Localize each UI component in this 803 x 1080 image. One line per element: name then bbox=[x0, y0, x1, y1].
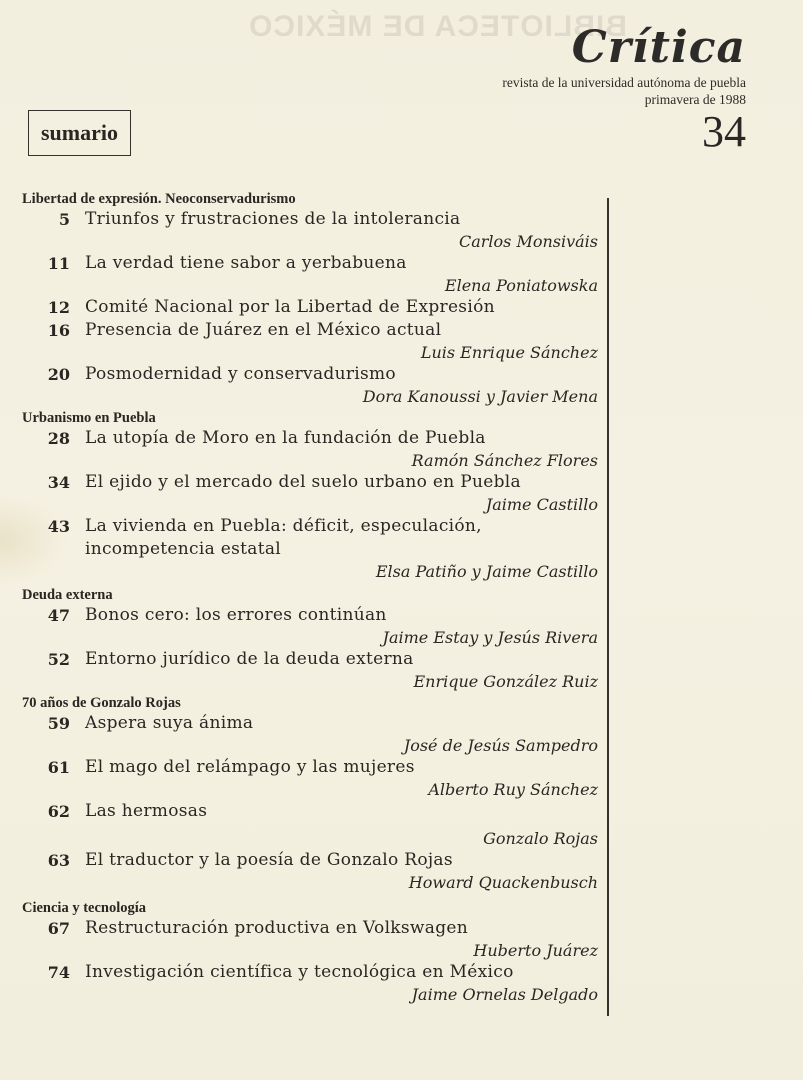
page-number: 12 bbox=[47, 298, 70, 317]
toc-entry[interactable] bbox=[0, 515, 600, 582]
article-author: Jaime Castillo bbox=[485, 495, 598, 514]
article-title: La utopía de Moro en la fundación de Puebla bbox=[85, 428, 486, 448]
table-of-contents bbox=[0, 190, 600, 1005]
toc-entry[interactable] bbox=[0, 849, 600, 893]
article-title: Aspera suya ánima bbox=[85, 713, 254, 733]
toc-entry[interactable] bbox=[0, 252, 600, 296]
toc-entry[interactable] bbox=[0, 296, 600, 319]
article-title: Comité Nacional por la Libertad de Expresión bbox=[85, 297, 495, 317]
article-author: Howard Quackenbusch bbox=[408, 873, 598, 892]
toc-entry[interactable] bbox=[0, 648, 600, 692]
page-number: 52 bbox=[47, 650, 70, 669]
article-title: Presencia de Juárez en el México actual bbox=[85, 320, 442, 340]
article-author: José de Jesús Sampedro bbox=[403, 736, 598, 755]
page-number: 62 bbox=[47, 802, 70, 821]
magazine-subtitle: revista de la universidad autónoma de puebla bbox=[502, 75, 746, 90]
article-author: Jaime Estay y Jesús Rivera bbox=[382, 628, 598, 647]
issue-number: 34 bbox=[702, 107, 746, 156]
article-title: La vivienda en Puebla: déficit, especulación, incompetencia estatal bbox=[85, 516, 482, 559]
toc-entry[interactable] bbox=[0, 712, 600, 756]
article-title: Investigación científica y tecnológica en México bbox=[85, 962, 514, 982]
article-author: Gonzalo Rojas bbox=[483, 829, 598, 848]
toc-entry[interactable] bbox=[0, 363, 600, 407]
sumario-heading: sumario bbox=[28, 110, 131, 156]
column-rule bbox=[607, 198, 609, 1016]
article-title: Las hermosas bbox=[85, 801, 208, 821]
article-title: Posmodernidad y conservadurismo bbox=[85, 364, 396, 384]
article-author: Dora Kanoussi y Javier Mena bbox=[362, 387, 598, 406]
article-author: Ramón Sánchez Flores bbox=[411, 451, 598, 470]
toc-entry[interactable] bbox=[0, 961, 600, 1005]
section-heading: Ciencia y tecnología bbox=[22, 900, 147, 916]
article-title: Restructuración productiva en Volkswagen bbox=[85, 918, 469, 938]
article-title: El mago del relámpago y las mujeres bbox=[85, 757, 415, 777]
article-author: Huberto Juárez bbox=[473, 941, 598, 960]
page-number: 11 bbox=[47, 254, 70, 273]
magazine-logo: Crítica bbox=[571, 22, 746, 73]
page-number: 34 bbox=[47, 473, 70, 492]
article-author: Jaime Ornelas Delgado bbox=[411, 985, 598, 1004]
page-number: 61 bbox=[47, 758, 70, 777]
page-number: 43 bbox=[47, 517, 70, 536]
article-author: Luis Enrique Sánchez bbox=[420, 343, 598, 362]
section-heading: 70 años de Gonzalo Rojas bbox=[22, 695, 181, 711]
toc-entry[interactable] bbox=[0, 319, 600, 363]
section-heading: Libertad de expresión. Neoconservadurismo bbox=[22, 191, 296, 207]
page-number: 28 bbox=[47, 429, 70, 448]
page-number: 67 bbox=[47, 919, 70, 938]
page-number: 20 bbox=[47, 365, 70, 384]
masthead bbox=[502, 22, 746, 156]
article-author: Alberto Ruy Sánchez bbox=[428, 780, 598, 799]
article-author: Enrique González Ruiz bbox=[413, 672, 598, 691]
article-title: El traductor y la poesía de Gonzalo Rojas bbox=[85, 850, 453, 870]
article-author: Elena Poniatowska bbox=[444, 276, 598, 295]
article-title: Entorno jurídico de la deuda externa bbox=[85, 649, 414, 669]
article-author: Carlos Monsiváis bbox=[458, 232, 598, 251]
section-heading: Deuda externa bbox=[22, 587, 113, 603]
article-title: El ejido y el mercado del suelo urbano en Puebla bbox=[85, 472, 521, 492]
issue-season: primavera de 1988 bbox=[644, 92, 746, 107]
page-number: 63 bbox=[47, 851, 70, 870]
library-stamp-showthrough: BIBLIOTECA DE MÉXICO bbox=[248, 10, 627, 43]
toc-entry[interactable] bbox=[0, 208, 600, 252]
page-number: 16 bbox=[47, 321, 70, 340]
toc-entry[interactable] bbox=[0, 427, 600, 471]
toc-entry[interactable] bbox=[0, 756, 600, 800]
article-author: Elsa Patiño y Jaime Castillo bbox=[375, 562, 598, 581]
toc-entry[interactable] bbox=[0, 800, 600, 849]
page-number: 59 bbox=[47, 714, 70, 733]
page-number: 5 bbox=[58, 210, 70, 229]
toc-entry[interactable] bbox=[0, 471, 600, 515]
page-number: 47 bbox=[47, 606, 70, 625]
page-number: 74 bbox=[47, 963, 70, 982]
article-title: La verdad tiene sabor a yerbabuena bbox=[85, 253, 407, 273]
article-title: Triunfos y frustraciones de la intolerancia bbox=[85, 209, 461, 229]
section-heading: Urbanismo en Puebla bbox=[22, 410, 156, 426]
toc-entry[interactable] bbox=[0, 917, 600, 961]
article-title: Bonos cero: los errores continúan bbox=[85, 605, 387, 625]
toc-entry[interactable] bbox=[0, 604, 600, 648]
